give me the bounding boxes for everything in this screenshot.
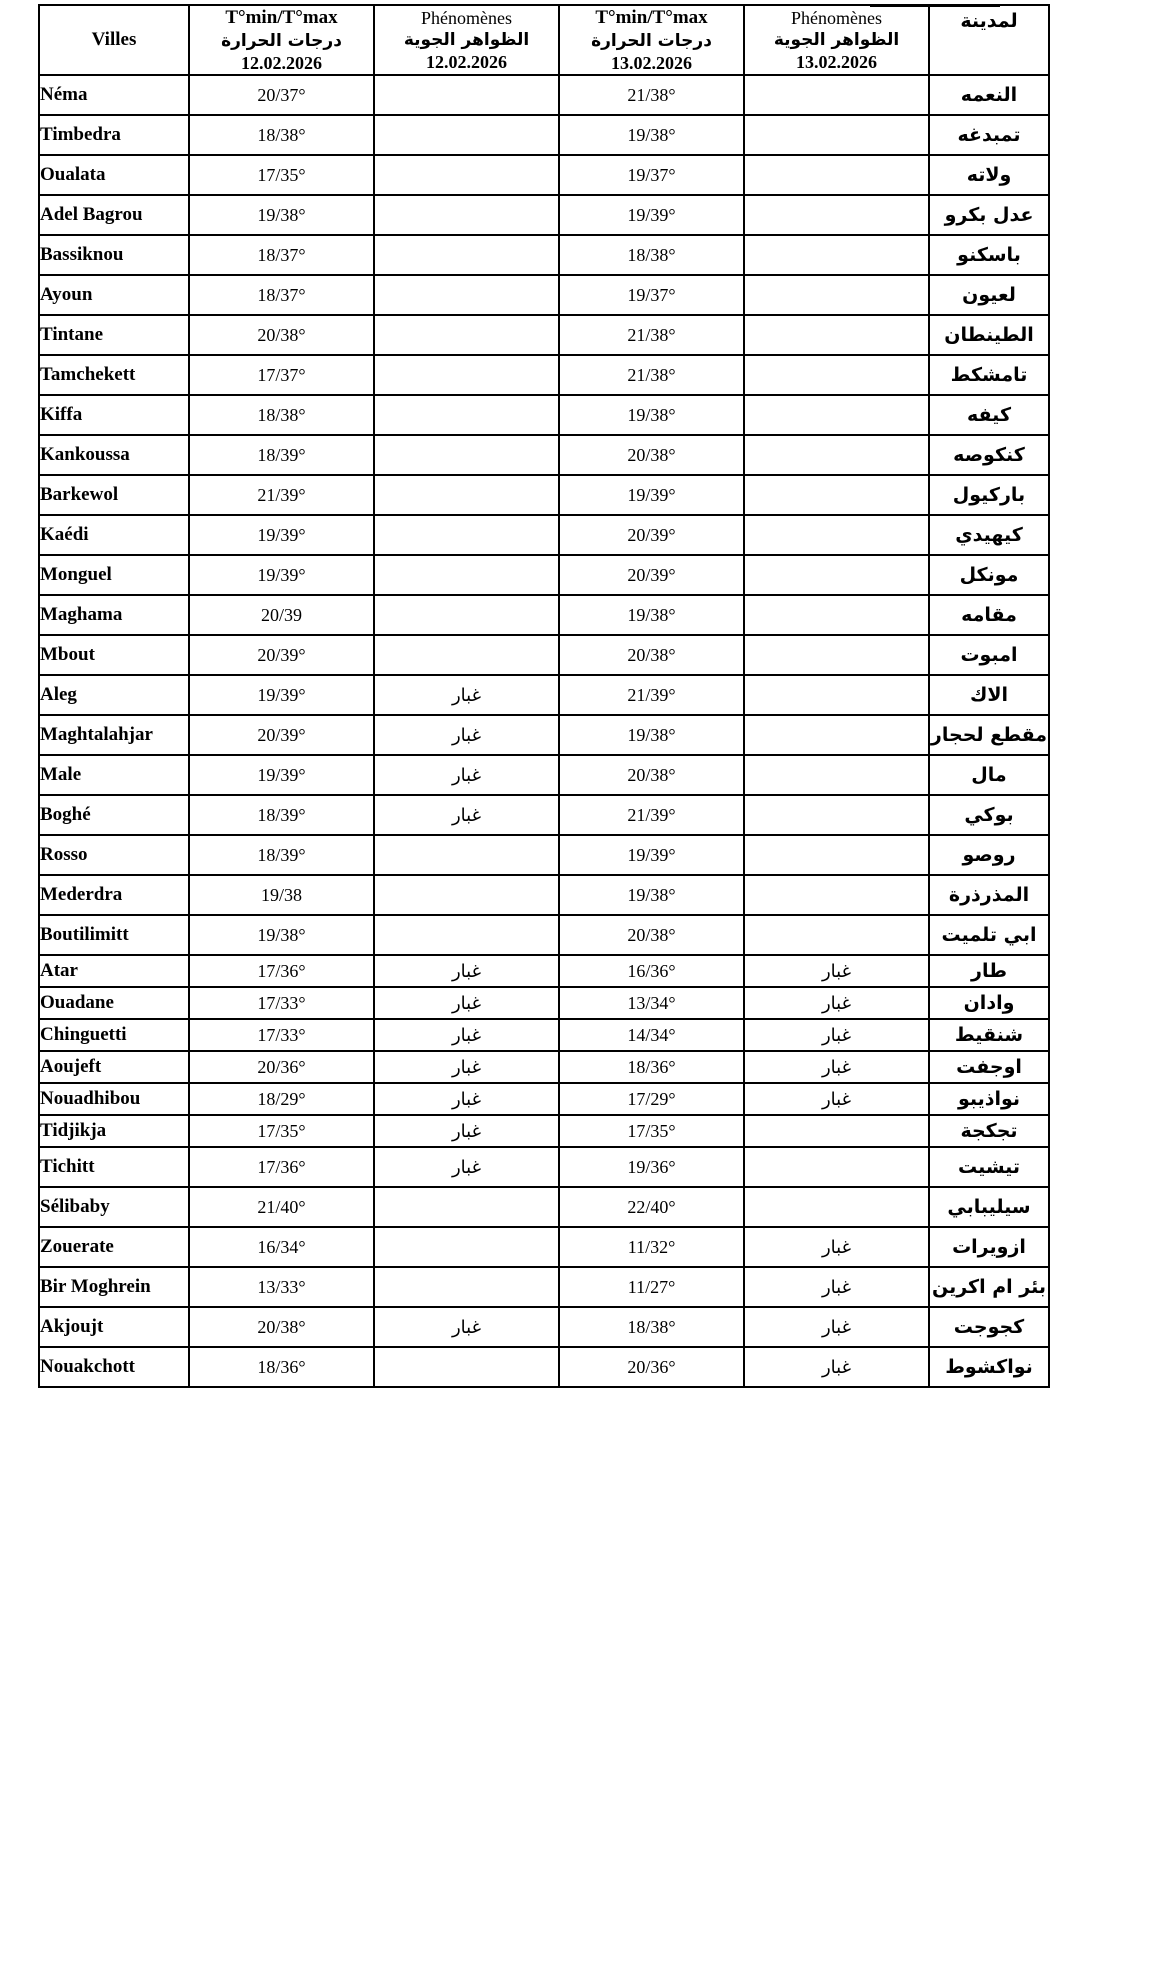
cell-phen-day2 xyxy=(744,1147,929,1187)
cell-temp-day1: 20/39° xyxy=(189,635,374,675)
table-row xyxy=(39,275,1049,315)
cell-phen-day1: غبار xyxy=(374,715,559,755)
cell-temp-day1: 20/38° xyxy=(189,1307,374,1347)
cell-temp-day1: 19/39° xyxy=(189,555,374,595)
cell-city-fr: Mederdra xyxy=(39,875,189,915)
table-row xyxy=(39,595,1049,635)
cell-city-fr: Male xyxy=(39,755,189,795)
weather-forecast-table xyxy=(38,4,1050,1388)
cell-phen-day2 xyxy=(744,915,929,955)
cell-city-fr: Tichitt xyxy=(39,1147,189,1187)
cell-city-ar: الاك xyxy=(929,675,1049,715)
cell-temp-day2: 17/29° xyxy=(559,1083,744,1115)
cell-temp-day2: 21/38° xyxy=(559,355,744,395)
cell-temp-day1: 17/36° xyxy=(189,1147,374,1187)
table-row xyxy=(39,715,1049,755)
cell-temp-day2: 20/38° xyxy=(559,915,744,955)
table-header-row xyxy=(39,5,1049,75)
table-row xyxy=(39,1147,1049,1187)
cell-city-fr: Bir Moghrein xyxy=(39,1267,189,1307)
table-row xyxy=(39,875,1049,915)
cell-phen-day2 xyxy=(744,355,929,395)
cell-phen-day1 xyxy=(374,635,559,675)
cell-city-fr: Ouadane xyxy=(39,987,189,1019)
table-row xyxy=(39,435,1049,475)
cell-temp-day1: 20/39 xyxy=(189,595,374,635)
cell-phen-day2 xyxy=(744,275,929,315)
column-header-phen-day1-fr: Phénomènes xyxy=(421,7,512,28)
cell-city-fr: Boutilimitt xyxy=(39,915,189,955)
cell-city-ar: امبوت xyxy=(929,635,1049,675)
cell-phen-day1 xyxy=(374,1187,559,1227)
column-header-temp-day2-ar: درجات الحرارة xyxy=(591,30,712,51)
cell-phen-day1 xyxy=(374,515,559,555)
cell-temp-day2: 11/32° xyxy=(559,1227,744,1267)
cell-city-ar: كجوجت xyxy=(929,1307,1049,1347)
cell-phen-day2 xyxy=(744,515,929,555)
table-body xyxy=(39,75,1049,1387)
cell-phen-day2 xyxy=(744,1187,929,1227)
cell-phen-day1: غبار xyxy=(374,1147,559,1187)
cell-city-ar: باسكنو xyxy=(929,235,1049,275)
cell-temp-day2: 19/38° xyxy=(559,715,744,755)
cell-city-ar: شنقيط xyxy=(929,1019,1049,1051)
cell-temp-day1: 18/29° xyxy=(189,1083,374,1115)
cell-phen-day1: غبار xyxy=(374,675,559,715)
cell-phen-day1 xyxy=(374,595,559,635)
cell-city-ar: كنكوصه xyxy=(929,435,1049,475)
cell-city-fr: Tintane xyxy=(39,315,189,355)
cell-temp-day2: 11/27° xyxy=(559,1267,744,1307)
cell-phen-day1: غبار xyxy=(374,1115,559,1147)
column-header-temp-day2-fr: T°min/T°max xyxy=(595,7,708,28)
table-row xyxy=(39,475,1049,515)
cell-phen-day2 xyxy=(744,115,929,155)
cell-city-fr: Akjoujt xyxy=(39,1307,189,1347)
cell-phen-day2 xyxy=(744,395,929,435)
cell-temp-day1: 20/39° xyxy=(189,715,374,755)
top-horizontal-rule xyxy=(870,4,1000,7)
cell-city-fr: Néma xyxy=(39,75,189,115)
cell-city-fr: Timbedra xyxy=(39,115,189,155)
cell-temp-day2: 19/39° xyxy=(559,475,744,515)
cell-temp-day2: 13/34° xyxy=(559,987,744,1019)
table-row xyxy=(39,355,1049,395)
cell-city-ar: وادان xyxy=(929,987,1049,1019)
cell-temp-day2: 20/38° xyxy=(559,635,744,675)
cell-phen-day1: غبار xyxy=(374,987,559,1019)
cell-temp-day1: 17/37° xyxy=(189,355,374,395)
cell-temp-day2: 18/38° xyxy=(559,235,744,275)
cell-phen-day2 xyxy=(744,315,929,355)
cell-temp-day1: 17/35° xyxy=(189,1115,374,1147)
cell-city-fr: Kaédi xyxy=(39,515,189,555)
column-header-temp-day2 xyxy=(559,5,744,75)
cell-city-fr: Chinguetti xyxy=(39,1019,189,1051)
table-row xyxy=(39,1267,1049,1307)
table-row xyxy=(39,235,1049,275)
cell-phen-day1 xyxy=(374,475,559,515)
cell-temp-day2: 14/34° xyxy=(559,1019,744,1051)
cell-city-fr: Maghama xyxy=(39,595,189,635)
cell-temp-day1: 13/33° xyxy=(189,1267,374,1307)
cell-phen-day2: غبار xyxy=(744,1019,929,1051)
column-header-temp-day1 xyxy=(189,5,374,75)
cell-temp-day2: 22/40° xyxy=(559,1187,744,1227)
cell-phen-day1 xyxy=(374,195,559,235)
table-row xyxy=(39,115,1049,155)
cell-phen-day1 xyxy=(374,315,559,355)
cell-city-fr: Tamchekett xyxy=(39,355,189,395)
cell-phen-day2: غبار xyxy=(744,1051,929,1083)
table-row xyxy=(39,987,1049,1019)
cell-city-fr: Boghé xyxy=(39,795,189,835)
cell-phen-day2 xyxy=(744,1115,929,1147)
table-row xyxy=(39,555,1049,595)
cell-phen-day1: غبار xyxy=(374,1019,559,1051)
column-header-temp-day2-date: 13.02.2026 xyxy=(611,52,692,73)
cell-phen-day2 xyxy=(744,675,929,715)
cell-temp-day1: 19/38° xyxy=(189,195,374,235)
table-header xyxy=(39,5,1049,75)
cell-temp-day2: 19/39° xyxy=(559,835,744,875)
cell-phen-day2: غبار xyxy=(744,1307,929,1347)
cell-phen-day2 xyxy=(744,195,929,235)
cell-city-fr: Monguel xyxy=(39,555,189,595)
cell-temp-day1: 20/37° xyxy=(189,75,374,115)
column-header-phen-day1-ar: الظواهر الجوية xyxy=(403,30,530,51)
cell-city-ar: تامشكط xyxy=(929,355,1049,395)
cell-city-ar: ولاته xyxy=(929,155,1049,195)
cell-phen-day1 xyxy=(374,75,559,115)
cell-temp-day2: 19/36° xyxy=(559,1147,744,1187)
cell-city-fr: Adel Bagrou xyxy=(39,195,189,235)
column-header-temp-day1-fr: T°min/T°max xyxy=(225,7,338,28)
table-row xyxy=(39,315,1049,355)
cell-city-fr: Nouakchott xyxy=(39,1347,189,1387)
cell-phen-day2 xyxy=(744,835,929,875)
cell-city-ar: كيهيدي xyxy=(929,515,1049,555)
table-row xyxy=(39,1307,1049,1347)
cell-temp-day2: 19/38° xyxy=(559,875,744,915)
cell-city-fr: Ayoun xyxy=(39,275,189,315)
cell-phen-day2 xyxy=(744,155,929,195)
cell-temp-day1: 20/38° xyxy=(189,315,374,355)
table-row xyxy=(39,1187,1049,1227)
cell-city-ar: ابي تلميت xyxy=(929,915,1049,955)
cell-city-fr: Atar xyxy=(39,955,189,987)
cell-phen-day2 xyxy=(744,635,929,675)
cell-city-fr: Zouerate xyxy=(39,1227,189,1267)
cell-phen-day1: غبار xyxy=(374,1307,559,1347)
cell-temp-day2: 20/38° xyxy=(559,755,744,795)
column-header-phen-day2-ar: الظواهر الجوية xyxy=(773,30,900,51)
cell-city-fr: Tidjikja xyxy=(39,1115,189,1147)
cell-city-ar: روصو xyxy=(929,835,1049,875)
cell-temp-day2: 19/38° xyxy=(559,115,744,155)
table-row xyxy=(39,515,1049,555)
cell-phen-day1 xyxy=(374,835,559,875)
cell-temp-day1: 19/38° xyxy=(189,915,374,955)
cell-phen-day1: غبار xyxy=(374,755,559,795)
cell-temp-day1: 19/39° xyxy=(189,755,374,795)
cell-phen-day2: غبار xyxy=(744,1227,929,1267)
cell-temp-day1: 17/33° xyxy=(189,987,374,1019)
cell-temp-day2: 18/38° xyxy=(559,1307,744,1347)
cell-temp-day2: 20/36° xyxy=(559,1347,744,1387)
cell-city-ar: بوكي xyxy=(929,795,1049,835)
table-row xyxy=(39,835,1049,875)
cell-city-ar: نواذيبو xyxy=(929,1083,1049,1115)
cell-temp-day2: 19/38° xyxy=(559,595,744,635)
table-row xyxy=(39,1347,1049,1387)
cell-phen-day1: غبار xyxy=(374,955,559,987)
cell-city-fr: Sélibaby xyxy=(39,1187,189,1227)
cell-temp-day1: 18/38° xyxy=(189,115,374,155)
column-header-phen-day2-fr: Phénomènes xyxy=(791,7,882,28)
table-row xyxy=(39,1083,1049,1115)
cell-temp-day2: 19/39° xyxy=(559,195,744,235)
cell-phen-day1: غبار xyxy=(374,795,559,835)
cell-temp-day1: 18/37° xyxy=(189,275,374,315)
cell-phen-day1 xyxy=(374,355,559,395)
cell-city-ar: ازويرات xyxy=(929,1227,1049,1267)
cell-phen-day2 xyxy=(744,715,929,755)
cell-temp-day1: 17/36° xyxy=(189,955,374,987)
cell-temp-day1: 19/39° xyxy=(189,515,374,555)
cell-city-ar: المذرذرة xyxy=(929,875,1049,915)
cell-phen-day1 xyxy=(374,275,559,315)
cell-temp-day1: 21/40° xyxy=(189,1187,374,1227)
cell-phen-day2 xyxy=(744,555,929,595)
cell-city-ar: مقطع لحجار xyxy=(929,715,1049,755)
cell-phen-day2 xyxy=(744,595,929,635)
cell-city-ar: تمبدغه xyxy=(929,115,1049,155)
cell-phen-day2: غبار xyxy=(744,1267,929,1307)
cell-city-ar: مال xyxy=(929,755,1049,795)
cell-temp-day2: 19/37° xyxy=(559,275,744,315)
column-header-phen-day2 xyxy=(744,5,929,75)
cell-temp-day1: 17/33° xyxy=(189,1019,374,1051)
cell-temp-day2: 21/38° xyxy=(559,75,744,115)
cell-temp-day1: 18/37° xyxy=(189,235,374,275)
cell-city-fr: Barkewol xyxy=(39,475,189,515)
cell-city-fr: Kankoussa xyxy=(39,435,189,475)
cell-city-ar: عدل بكرو xyxy=(929,195,1049,235)
cell-city-ar: مونكل xyxy=(929,555,1049,595)
cell-phen-day1 xyxy=(374,1267,559,1307)
cell-phen-day2 xyxy=(744,475,929,515)
cell-phen-day1 xyxy=(374,435,559,475)
cell-temp-day1: 17/35° xyxy=(189,155,374,195)
table-row xyxy=(39,755,1049,795)
cell-temp-day2: 20/39° xyxy=(559,555,744,595)
column-header-phen-day2-date: 13.02.2026 xyxy=(796,52,877,73)
cell-phen-day1 xyxy=(374,155,559,195)
cell-city-ar: لعيون xyxy=(929,275,1049,315)
cell-temp-day1: 20/36° xyxy=(189,1051,374,1083)
cell-city-fr: Bassiknou xyxy=(39,235,189,275)
cell-phen-day1 xyxy=(374,1347,559,1387)
document-page xyxy=(0,4,1170,1987)
cell-phen-day1 xyxy=(374,915,559,955)
cell-phen-day2: غبار xyxy=(744,1083,929,1115)
column-header-phen-day1 xyxy=(374,5,559,75)
cell-temp-day1: 18/39° xyxy=(189,435,374,475)
cell-city-fr: Oualata xyxy=(39,155,189,195)
cell-phen-day2: غبار xyxy=(744,955,929,987)
cell-city-ar: طار xyxy=(929,955,1049,987)
cell-phen-day2 xyxy=(744,75,929,115)
table-row xyxy=(39,795,1049,835)
cell-phen-day2: غبار xyxy=(744,1347,929,1387)
cell-city-fr: Maghtalahjar xyxy=(39,715,189,755)
cell-city-ar: تجكجة xyxy=(929,1115,1049,1147)
cell-temp-day2: 20/38° xyxy=(559,435,744,475)
cell-temp-day2: 18/36° xyxy=(559,1051,744,1083)
column-header-phen-day1-date: 12.02.2026 xyxy=(426,52,507,73)
table-row xyxy=(39,635,1049,675)
cell-temp-day1: 18/39° xyxy=(189,795,374,835)
cell-city-ar: مقامه xyxy=(929,595,1049,635)
cell-temp-day2: 19/37° xyxy=(559,155,744,195)
cell-temp-day1: 19/38 xyxy=(189,875,374,915)
cell-city-ar: كيفه xyxy=(929,395,1049,435)
cell-temp-day2: 21/38° xyxy=(559,315,744,355)
cell-temp-day1: 18/39° xyxy=(189,835,374,875)
cell-phen-day1 xyxy=(374,1227,559,1267)
table-row xyxy=(39,1019,1049,1051)
cell-temp-day2: 21/39° xyxy=(559,675,744,715)
cell-phen-day1 xyxy=(374,875,559,915)
table-row xyxy=(39,675,1049,715)
column-header-villes-label: Villes xyxy=(91,29,137,51)
cell-city-fr: Mbout xyxy=(39,635,189,675)
cell-city-fr: Nouadhibou xyxy=(39,1083,189,1115)
cell-city-fr: Rosso xyxy=(39,835,189,875)
column-header-temp-day1-date: 12.02.2026 xyxy=(241,52,322,73)
cell-phen-day2: غبار xyxy=(744,987,929,1019)
column-header-villes xyxy=(39,5,189,75)
cell-temp-day2: 19/38° xyxy=(559,395,744,435)
cell-phen-day1 xyxy=(374,555,559,595)
cell-city-ar: باركيول xyxy=(929,475,1049,515)
column-header-temp-day1-ar: درجات الحرارة xyxy=(221,30,342,51)
cell-phen-day2 xyxy=(744,235,929,275)
cell-city-fr: Aleg xyxy=(39,675,189,715)
cell-city-fr: Kiffa xyxy=(39,395,189,435)
column-header-city-ar: لمدينة xyxy=(929,5,1049,75)
cell-phen-day1: غبار xyxy=(374,1051,559,1083)
table-row xyxy=(39,395,1049,435)
cell-phen-day1: غبار xyxy=(374,1083,559,1115)
cell-city-ar: النعمه xyxy=(929,75,1049,115)
cell-phen-day2 xyxy=(744,755,929,795)
table-row xyxy=(39,195,1049,235)
cell-phen-day2 xyxy=(744,435,929,475)
cell-temp-day2: 21/39° xyxy=(559,795,744,835)
table-row xyxy=(39,1115,1049,1147)
cell-city-ar: اوجفت xyxy=(929,1051,1049,1083)
cell-city-fr: Aoujeft xyxy=(39,1051,189,1083)
cell-temp-day1: 19/39° xyxy=(189,675,374,715)
cell-city-ar: نواكشوط xyxy=(929,1347,1049,1387)
table-row xyxy=(39,155,1049,195)
cell-phen-day1 xyxy=(374,115,559,155)
table-row xyxy=(39,955,1049,987)
table-row xyxy=(39,915,1049,955)
cell-city-ar: بئر ام اكرين xyxy=(929,1267,1049,1307)
cell-city-ar: تيشيت xyxy=(929,1147,1049,1187)
cell-phen-day1 xyxy=(374,235,559,275)
table-row xyxy=(39,1227,1049,1267)
cell-temp-day1: 16/34° xyxy=(189,1227,374,1267)
cell-city-ar: سيليبابي xyxy=(929,1187,1049,1227)
cell-temp-day2: 20/39° xyxy=(559,515,744,555)
cell-temp-day1: 18/36° xyxy=(189,1347,374,1387)
cell-phen-day1 xyxy=(374,395,559,435)
cell-temp-day2: 16/36° xyxy=(559,955,744,987)
cell-phen-day2 xyxy=(744,795,929,835)
cell-city-ar: الطينطان xyxy=(929,315,1049,355)
table-row xyxy=(39,1051,1049,1083)
cell-temp-day1: 18/38° xyxy=(189,395,374,435)
cell-phen-day2 xyxy=(744,875,929,915)
table-row xyxy=(39,75,1049,115)
cell-temp-day1: 21/39° xyxy=(189,475,374,515)
cell-temp-day2: 17/35° xyxy=(559,1115,744,1147)
